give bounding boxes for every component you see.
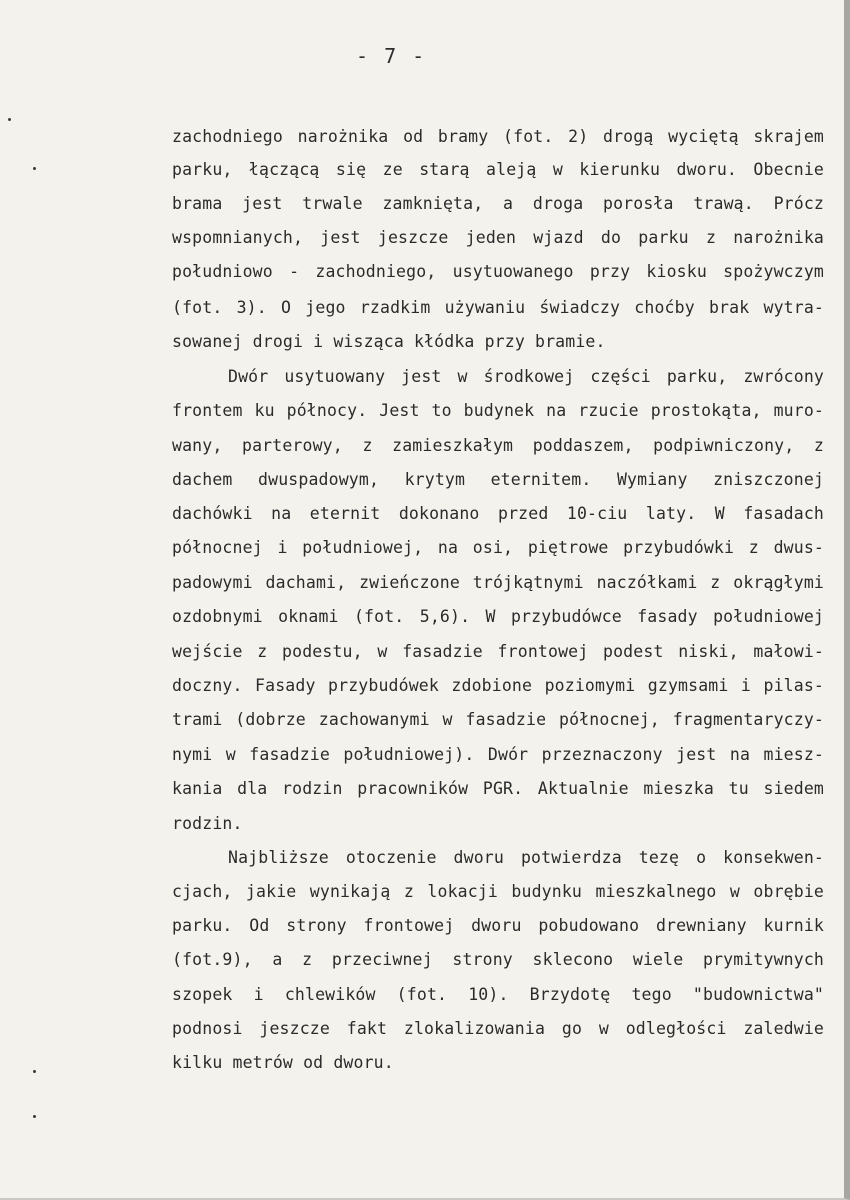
text-line: brama jest trwale zamknięta, a droga porosła trawą. Prócz <box>172 194 824 213</box>
text-line: kania dla rodzin pracowników PGR. Aktualnie mieszka tu siedem <box>172 779 824 798</box>
text-line: dachówki na eternit dokonano przed 10-ciu laty. W fasadach <box>172 504 824 523</box>
text-line: kilku metrów od dworu. <box>172 1053 394 1072</box>
text-line: sowanej drogi i wisząca kłódka przy bramie. <box>172 332 606 351</box>
text-line: wany, parterowy, z zamieszkałym poddaszem, podpiwniczony, z <box>172 436 824 455</box>
text-line: (fot. 3). O jego rzadkim używaniu świadczy choćby brak wytra- <box>172 298 824 317</box>
text-line: Najbliższe otoczenie dworu potwierdza tezę o konsekwen- <box>228 848 824 867</box>
text-line: padowymi dachami, zwieńczone trójkątnymi naczółkami z okrągłymi <box>172 573 824 592</box>
text-line: wejście z podestu, w fasadzie frontowej podest niski, małowi- <box>172 642 824 661</box>
text-line: rodzin. <box>172 814 243 833</box>
text-line: południowo - zachodniego, usytuowanego przy kiosku spożywczym <box>172 262 824 281</box>
text-line: zachodniego narożnika od bramy (fot. 2) drogą wyciętą skrajem <box>172 127 824 146</box>
text-line: ozdobnymi oknami (fot. 5,6). W przybudówce fasady południowej <box>172 607 824 626</box>
margin-speck <box>33 1070 36 1073</box>
margin-speck <box>33 167 36 170</box>
text-line: dachem dwuspadowym, krytym eternitem. Wymiany zniszczonej <box>172 470 824 489</box>
text-line: frontem ku północy. Jest to budynek na rzucie prostokąta, muro- <box>172 401 824 420</box>
text-line: szopek i chlewików (fot. 10). Brzydotę tego "budownictwa" <box>172 985 824 1004</box>
page-number: - 7 - <box>356 44 427 68</box>
text-line: parku. Od strony frontowej dworu pobudowano drewniany kurnik <box>172 916 824 935</box>
text-line: podnosi jeszcze fakt zlokalizowania go w odległości zaledwie <box>172 1019 824 1038</box>
margin-speck <box>8 118 11 121</box>
text-line: cjach, jakie wynikają z lokacji budynku mieszkalnego w obrębie <box>172 882 824 901</box>
text-line: północnej i południowej, na osi, piętrowe przybudówki z dwus- <box>172 538 824 557</box>
text-line: doczny. Fasady przybudówek zdobione poziomymi gzymsami i pilas- <box>172 676 824 695</box>
text-line: parku, łączącą się ze starą aleją w kierunku dworu. Obecnie <box>172 160 824 179</box>
text-line: trami (dobrze zachowanymi w fasadzie północnej, fragmentaryczy- <box>172 710 824 729</box>
margin-speck <box>33 1115 36 1118</box>
text-line: Dwór usytuowany jest w środkowej części parku, zwrócony <box>228 367 824 386</box>
text-line: (fot.9), a z przeciwnej strony sklecono wiele prymitywnych <box>172 950 824 969</box>
text-line: wspomnianych, jest jeszcze jeden wjazd do parku z narożnika <box>172 228 824 247</box>
text-line: nymi w fasadzie południowej). Dwór przeznaczony jest na miesz- <box>172 745 824 764</box>
